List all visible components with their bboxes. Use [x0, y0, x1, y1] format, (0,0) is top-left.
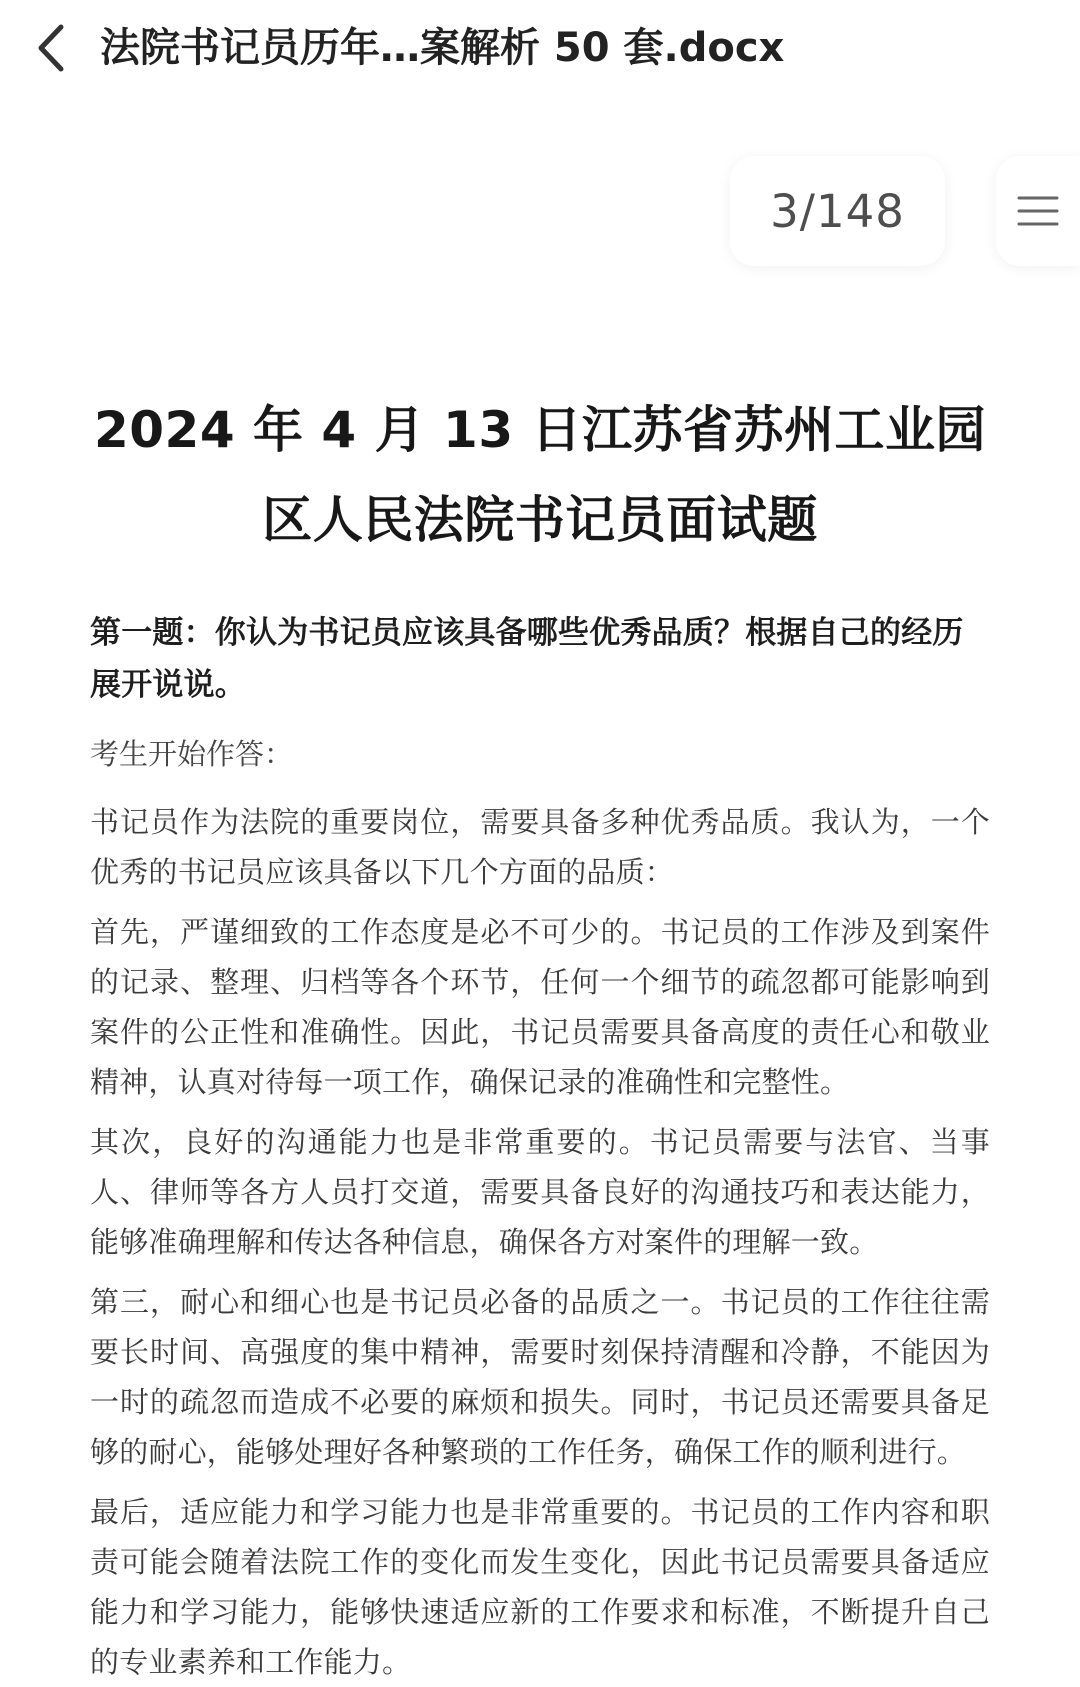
back-button[interactable]	[18, 14, 86, 82]
hamburger-menu-icon	[1017, 192, 1059, 230]
document-title: 法院书记员历年…案解析 50 套.docx	[100, 25, 785, 71]
chevron-left-icon	[31, 21, 73, 75]
answer-paragraph: 书记员作为法院的重要岗位，需要具备多种优秀品质。我认为，一个优秀的书记员应该具备以下几个方面的品质：	[90, 805, 990, 889]
answer-paragraph: 最后，适应能力和学习能力也是非常重要的。书记员的工作内容和职责可能会随着法院工作的变化而发生变化，因此书记员需要具备适应能力和学习能力，能够快速适应新的工作要求和标准，不断提升自己的专业素养和工作能力。	[90, 1495, 990, 1679]
heading-line-1: 2024 年 4 月 13 日江苏省苏州工业园	[93, 401, 987, 459]
answer-paragraph: 第三，耐心和细心也是书记员必备的品质之一。书记员的工作往往需要长时间、高强度的集中精神，需要时刻保持清醒和冷静，不能因为一时的疏忽而造成不必要的麻烦和损失。同时，书记员还需要具备足够的耐心，能够处理好各种繁琐的工作任务，确保工作的顺利进行。	[90, 1285, 990, 1469]
document-page-content	[90, 385, 990, 1687]
menu-button[interactable]	[996, 156, 1080, 266]
top-navigation-bar	[0, 0, 1080, 106]
interview-question: 第一题：你认为书记员应该具备哪些优秀品质？根据自己的经历展开说说。	[90, 615, 964, 703]
document-heading	[90, 385, 990, 565]
answer-start-label: 考生开始作答：	[90, 737, 294, 771]
answer-paragraph: 其次，良好的沟通能力也是非常重要的。书记员需要与法官、当事人、律师等各方人员打交道，需要具备良好的沟通技巧和表达能力，能够准确理解和传达各种信息，确保各方对案件的理解一致。	[90, 1125, 990, 1259]
page-indicator[interactable]: 3/148	[730, 156, 945, 266]
heading-line-2: 区人民法院书记员面试题	[262, 491, 818, 549]
answer-paragraph: 首先，严谨细致的工作态度是必不可少的。书记员的工作涉及到案件的记录、整理、归档等各个环节，任何一个细节的疏忽都可能影响到案件的公正性和准确性。因此，书记员需要具备高度的责任心和敬业精神，认真对待每一项工作，确保记录的准确性和完整性。	[90, 915, 990, 1099]
